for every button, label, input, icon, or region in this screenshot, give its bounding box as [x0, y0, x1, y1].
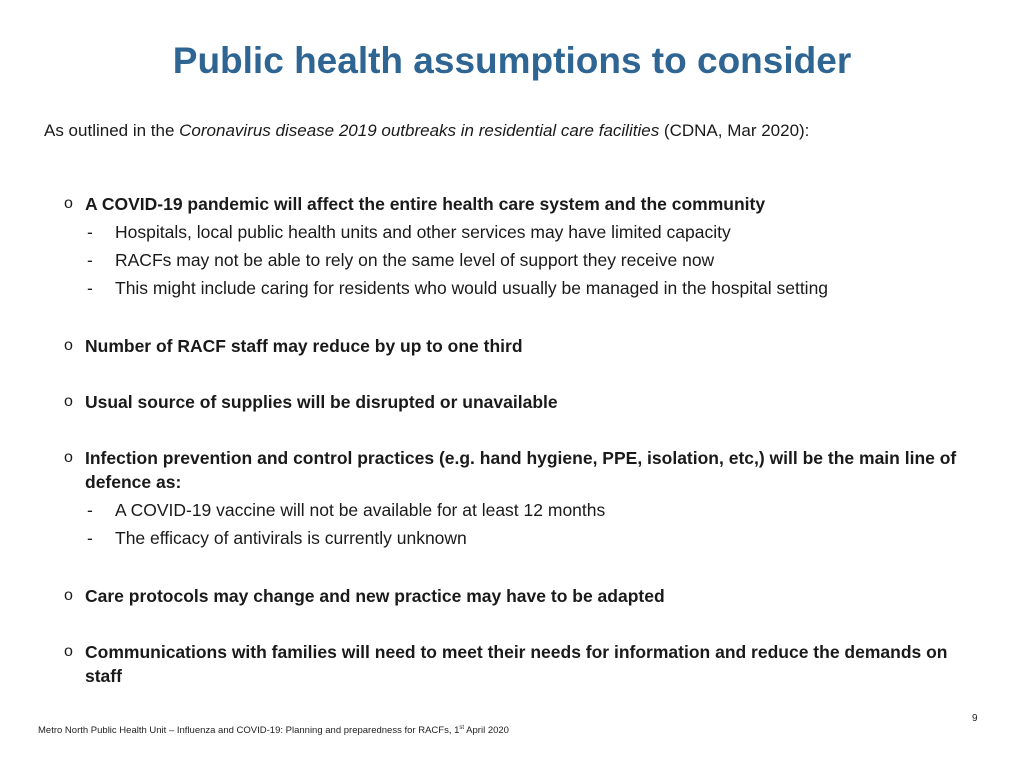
- bullet-heading: Infection prevention and control practices (e.g. hand hygiene, PPE, isolation, etc,) will be the main line of defence as:: [85, 448, 957, 492]
- bullet-marker: o: [64, 449, 73, 466]
- page-title: Public health assumptions to consider: [172, 40, 852, 81]
- footer-citation: [38, 725, 509, 736]
- page-number: 9: [972, 713, 978, 724]
- bullet-heading: Care protocols may change and new practice may have to be adapted: [85, 586, 665, 606]
- bullet-heading: Communications with families will need to meet their needs for information and reduce the demands on staff: [85, 642, 948, 686]
- sub-item-text: Hospitals, local public health units and other services may have limited capacity: [115, 222, 731, 242]
- bullet-marker: o: [64, 643, 73, 660]
- bullet-item: [64, 446, 974, 552]
- dash-marker: -: [87, 250, 93, 270]
- bullet-heading: Number of RACF staff may reduce by up to one third: [85, 336, 523, 356]
- bullet-item: [64, 584, 974, 608]
- bullet-marker: o: [64, 587, 73, 604]
- sub-item: [85, 496, 974, 524]
- dash-marker: -: [87, 528, 93, 548]
- dash-marker: -: [87, 500, 93, 520]
- intro-text: [44, 121, 809, 141]
- sub-item: [85, 218, 974, 246]
- bullet-marker: o: [64, 393, 73, 410]
- bullet-item: [64, 390, 974, 414]
- intro-suffix: (CDNA, Mar 2020):: [659, 121, 810, 140]
- dash-marker: -: [87, 222, 93, 242]
- sub-item: [85, 524, 974, 552]
- bullet-heading: A COVID-19 pandemic will affect the entire health care system and the community: [85, 194, 766, 214]
- sub-list: [85, 496, 974, 552]
- bullet-marker: o: [64, 337, 73, 354]
- sub-item-text: This might include caring for residents who would usually be managed in the hospital setting: [115, 278, 829, 298]
- bullet-list: [64, 192, 974, 688]
- footer-text: Metro North Public Health Unit – Influenza and COVID-19: Planning and preparedness for RACFs, 1: [38, 725, 460, 737]
- sub-item: [85, 274, 974, 302]
- bullet-item: [64, 192, 974, 302]
- footer-ordinal-suffix: st: [459, 725, 465, 731]
- bullet-item: [64, 640, 974, 688]
- footer-date-end: April 2020: [464, 725, 509, 737]
- bullet-marker: o: [64, 195, 73, 212]
- intro-prefix: As outlined in the: [44, 121, 180, 140]
- dash-marker: -: [87, 278, 93, 298]
- sub-item-text: The efficacy of antivirals is currently unknown: [115, 528, 467, 548]
- bullet-heading: Usual source of supplies will be disrupted or unavailable: [85, 392, 558, 412]
- sub-item-text: RACFs may not be able to rely on the same level of support they receive now: [115, 250, 715, 270]
- sub-item: [85, 246, 974, 274]
- sub-list: [85, 218, 974, 302]
- bullet-item: [64, 334, 974, 358]
- intro-source-title: Coronavirus disease 2019 outbreaks in residential care facilities: [179, 121, 660, 140]
- sub-item-text: A COVID-19 vaccine will not be available for at least 12 months: [115, 500, 606, 520]
